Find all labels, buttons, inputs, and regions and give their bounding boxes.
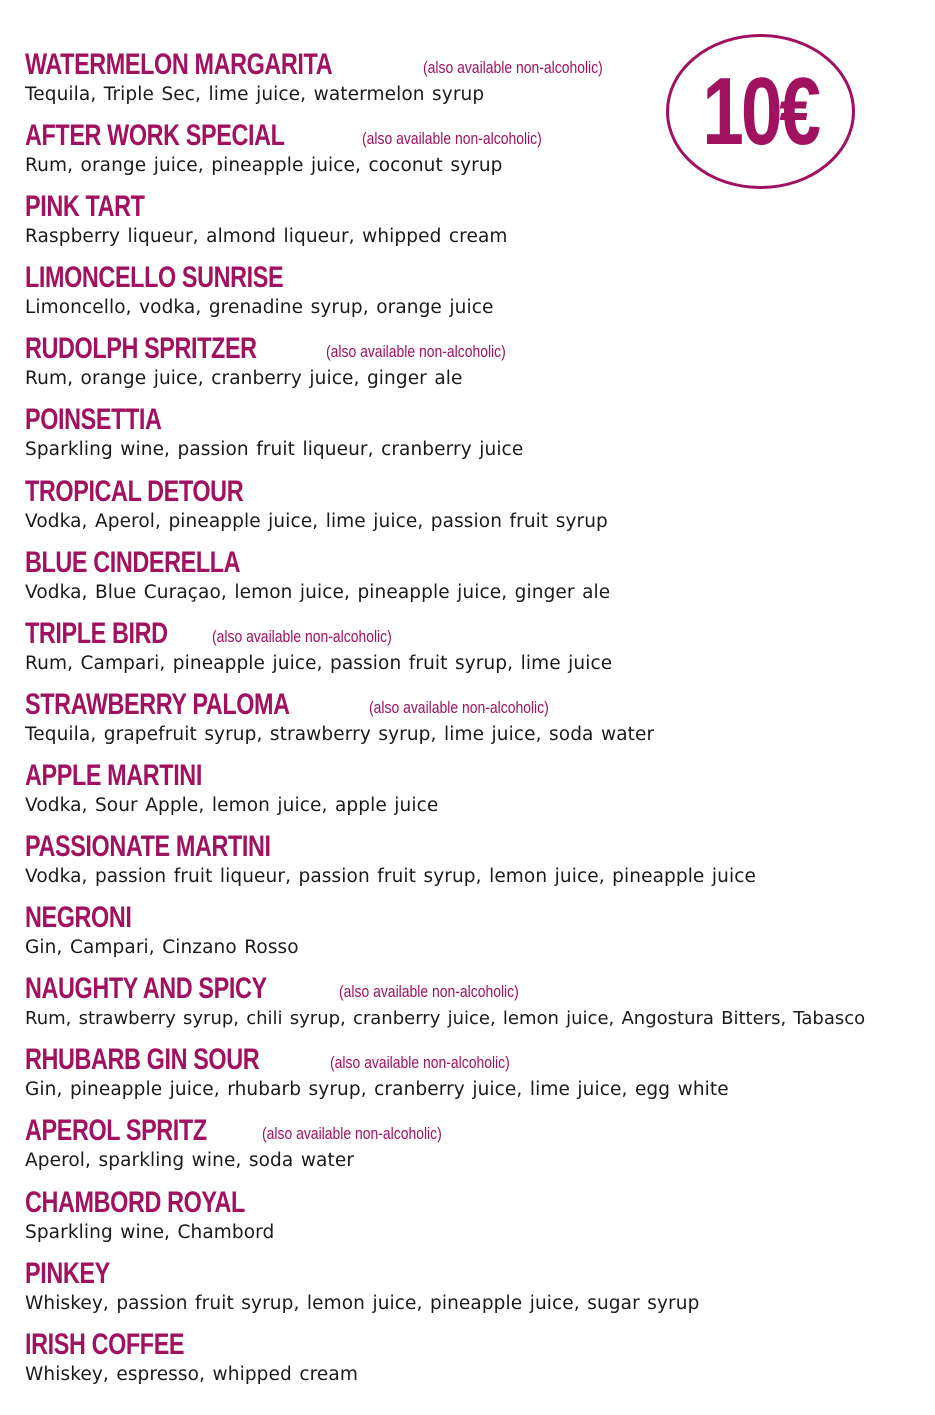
menu-item bbox=[25, 1112, 925, 1183]
cocktail-menu bbox=[25, 46, 925, 1397]
item-note: (also available non-alcoholic) bbox=[423, 58, 604, 77]
item-name: NEGRONI bbox=[25, 901, 132, 935]
menu-item bbox=[25, 1326, 925, 1397]
menu-item bbox=[25, 828, 925, 899]
item-name: RHUBARB GIN SOUR bbox=[25, 1043, 260, 1077]
item-name: APEROL SPRITZ bbox=[25, 1114, 207, 1148]
menu-item bbox=[25, 401, 925, 472]
item-ingredients: Raspberry liqueur, almond liqueur, whipped cream bbox=[25, 226, 508, 248]
item-note: (also available non-alcoholic) bbox=[368, 697, 549, 717]
menu-item bbox=[25, 1184, 925, 1255]
item-ingredients: Sparkling wine, Chambord bbox=[25, 1221, 275, 1243]
item-ingredients: Sparkling wine, passion fruit liqueur, cranberry juice bbox=[25, 439, 524, 461]
item-name: PASSIONATE MARTINI bbox=[25, 830, 271, 864]
menu-item bbox=[25, 330, 925, 401]
menu-item bbox=[25, 970, 925, 1041]
menu-item bbox=[25, 1255, 925, 1326]
item-ingredients: Gin, Campari, Cinzano Rosso bbox=[25, 937, 299, 959]
item-name: STRAWBERRY PALOMA bbox=[25, 687, 290, 721]
item-name: AFTER WORK SPECIAL bbox=[25, 119, 285, 153]
item-ingredients: Gin, pineapple juice, rhubarb syrup, cranberry juice, lime juice, egg white bbox=[25, 1079, 729, 1101]
menu-item bbox=[25, 615, 925, 686]
item-name: RUDOLPH SPRITZER bbox=[25, 332, 257, 366]
item-name: BLUE CINDERELLA bbox=[25, 545, 241, 579]
item-name: PINKEY bbox=[25, 1256, 110, 1290]
item-ingredients: Whiskey, espresso, whipped cream bbox=[25, 1363, 358, 1385]
menu-item bbox=[25, 544, 925, 615]
item-note: (also available non-alcoholic) bbox=[262, 1124, 443, 1144]
item-ingredients: Tequila, grapefruit syrup, strawberry syrup, lime juice, soda water bbox=[25, 723, 655, 745]
item-name: IRISH COFFEE bbox=[25, 1327, 185, 1361]
item-name: LIMONCELLO SUNRISE bbox=[25, 261, 284, 295]
menu-item bbox=[25, 259, 925, 330]
menu-item bbox=[25, 899, 925, 970]
item-ingredients: Rum, orange juice, pineapple juice, coconut syrup bbox=[25, 155, 503, 177]
price-label: 10€ bbox=[702, 57, 819, 165]
item-name: CHAMBORD ROYAL bbox=[25, 1185, 245, 1219]
item-ingredients: Aperol, sparkling wine, soda water bbox=[25, 1150, 355, 1172]
item-note: (also available non-alcoholic) bbox=[329, 1053, 510, 1073]
item-note: (also available non-alcoholic) bbox=[362, 129, 542, 149]
menu-item bbox=[25, 117, 925, 188]
menu-item bbox=[25, 686, 925, 757]
menu-item bbox=[25, 188, 925, 259]
item-name: TROPICAL DETOUR bbox=[25, 474, 244, 508]
item-ingredients: Vodka, Aperol, pineapple juice, lime juice, passion fruit syrup bbox=[25, 510, 608, 532]
item-ingredients: Rum, Campari, pineapple juice, passion fruit syrup, lime juice bbox=[25, 652, 613, 674]
item-name: APPLE MARTINI bbox=[25, 758, 202, 792]
item-note: (also available non-alcoholic) bbox=[339, 982, 520, 1002]
menu-item bbox=[25, 473, 925, 544]
item-name: POINSETTIA bbox=[25, 403, 162, 437]
item-note: (also available non-alcoholic) bbox=[326, 342, 507, 362]
menu-item bbox=[25, 46, 925, 117]
item-ingredients: Whiskey, passion fruit syrup, lemon juice, pineapple juice, sugar syrup bbox=[25, 1292, 700, 1314]
item-ingredients: Vodka, Sour Apple, lemon juice, apple juice bbox=[25, 794, 439, 816]
item-ingredients: Vodka, Blue Curaçao, lemon juice, pineapple juice, ginger ale bbox=[25, 581, 611, 603]
item-name: TRIPLE BIRD bbox=[25, 616, 168, 650]
item-name: NAUGHTY AND SPICY bbox=[25, 972, 267, 1006]
item-name: PINK TART bbox=[25, 190, 145, 224]
item-ingredients: Limoncello, vodka, grenadine syrup, orange juice bbox=[25, 297, 494, 319]
menu-item bbox=[25, 757, 925, 828]
item-ingredients: Rum, strawberry syrup, chili syrup, cranberry juice, lemon juice, Angostura Bitters, Tabasco bbox=[25, 1008, 866, 1030]
item-ingredients: Tequila, Triple Sec, lime juice, watermelon syrup bbox=[25, 84, 485, 105]
item-note: (also available non-alcoholic) bbox=[212, 626, 393, 646]
item-name: WATERMELON MARGARITA bbox=[25, 48, 333, 81]
item-ingredients: Rum, orange juice, cranberry juice, ginger ale bbox=[25, 368, 463, 390]
item-ingredients: Vodka, passion fruit liqueur, passion fruit syrup, lemon juice, pineapple juice bbox=[25, 866, 756, 888]
menu-item bbox=[25, 1041, 925, 1112]
